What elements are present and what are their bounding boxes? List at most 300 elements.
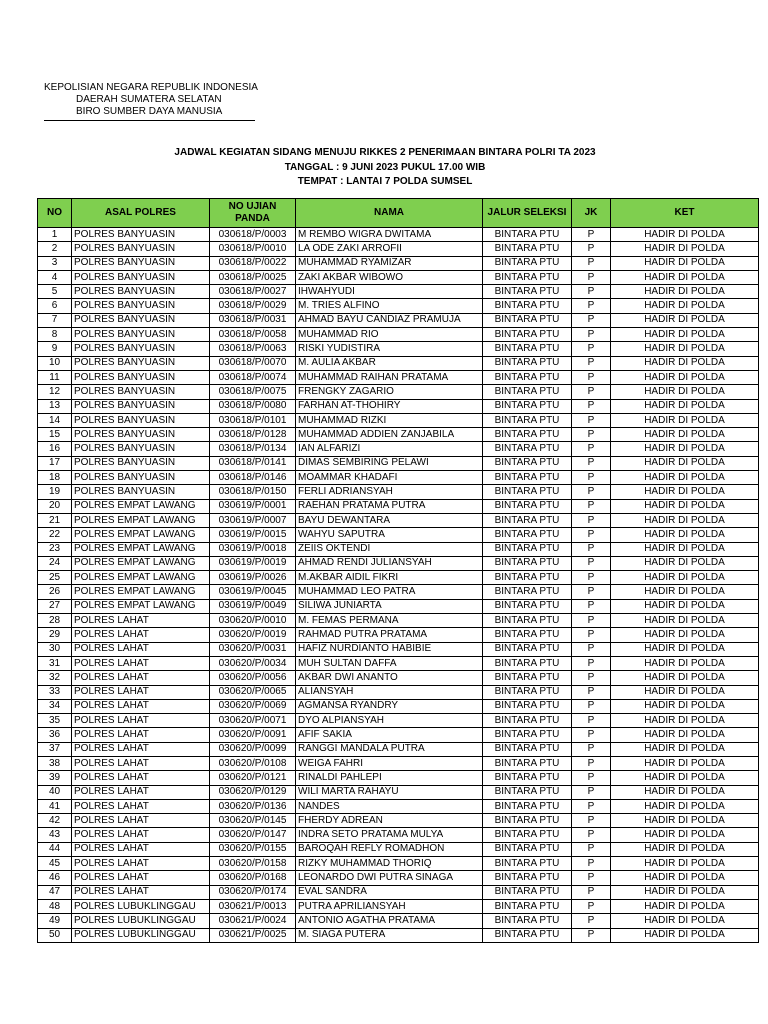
cell-jalur-seleksi: BINTARA PTU [483, 699, 572, 713]
cell-nama: RANGGI MANDALA PUTRA [296, 742, 483, 756]
org-line-region: DAERAH SUMATERA SELATAN [76, 94, 222, 105]
cell-ket: HADIR DI POLDA [611, 899, 759, 913]
cell-jalur-seleksi: BINTARA PTU [483, 471, 572, 485]
cell-ket: HADIR DI POLDA [611, 385, 759, 399]
cell-asal-polres: POLRES BANYUASIN [72, 456, 210, 470]
table-row [38, 614, 759, 628]
cell-jalur-seleksi: BINTARA PTU [483, 614, 572, 628]
cell-jalur-seleksi: BINTARA PTU [483, 542, 572, 556]
table-row [38, 385, 759, 399]
cell-nama: MUHAMMAD RIO [296, 328, 483, 342]
cell-nama: AGMANSA RYANDRY [296, 699, 483, 713]
cell-no-ujian: 030620/P/0145 [210, 814, 296, 828]
cell-jalur-seleksi: BINTARA PTU [483, 756, 572, 770]
cell-no: 14 [38, 413, 72, 427]
cell-nama: WEIGA FAHRI [296, 756, 483, 770]
cell-no-ujian: 030620/P/0136 [210, 799, 296, 813]
table-row [38, 242, 759, 256]
cell-no: 7 [38, 313, 72, 327]
cell-jalur-seleksi: BINTARA PTU [483, 256, 572, 270]
cell-no: 41 [38, 799, 72, 813]
cell-no-ujian: 030621/P/0024 [210, 914, 296, 928]
cell-no: 8 [38, 328, 72, 342]
cell-ket: HADIR DI POLDA [611, 785, 759, 799]
table-row [38, 413, 759, 427]
cell-ket: HADIR DI POLDA [611, 571, 759, 585]
table-row [38, 742, 759, 756]
cell-no: 46 [38, 871, 72, 885]
table-row [38, 699, 759, 713]
cell-jk: P [572, 857, 611, 871]
cell-no-ujian: 030618/P/0029 [210, 299, 296, 313]
cell-no: 2 [38, 242, 72, 256]
cell-ket: HADIR DI POLDA [611, 814, 759, 828]
cell-jk: P [572, 471, 611, 485]
cell-ket: HADIR DI POLDA [611, 485, 759, 499]
cell-nama: BAYU DEWANTARA [296, 513, 483, 527]
cell-jk: P [572, 799, 611, 813]
cell-jk: P [572, 785, 611, 799]
cell-jalur-seleksi: BINTARA PTU [483, 714, 572, 728]
cell-asal-polres: POLRES BANYUASIN [72, 242, 210, 256]
cell-nama: WAHYU SAPUTRA [296, 528, 483, 542]
cell-nama: RIZKY MUHAMMAD THORIQ [296, 857, 483, 871]
cell-no: 39 [38, 771, 72, 785]
header-jalur-seleksi: JALUR SELEKSI [483, 199, 572, 228]
cell-no: 20 [38, 499, 72, 513]
cell-asal-polres: POLRES BANYUASIN [72, 442, 210, 456]
cell-ket: HADIR DI POLDA [611, 828, 759, 842]
cell-jalur-seleksi: BINTARA PTU [483, 828, 572, 842]
table-row [38, 728, 759, 742]
cell-ket: HADIR DI POLDA [611, 871, 759, 885]
cell-nama: MUHAMMAD RIZKI [296, 413, 483, 427]
table-row [38, 756, 759, 770]
cell-jalur-seleksi: BINTARA PTU [483, 928, 572, 942]
table-row [38, 842, 759, 856]
cell-no: 26 [38, 585, 72, 599]
cell-ket: HADIR DI POLDA [611, 742, 759, 756]
cell-ket: HADIR DI POLDA [611, 799, 759, 813]
org-header [44, 82, 256, 118]
cell-no-ujian: 030619/P/0015 [210, 528, 296, 542]
table-row [38, 528, 759, 542]
cell-nama: DYO ALPIANSYAH [296, 714, 483, 728]
cell-nama: AKBAR DWI ANANTO [296, 671, 483, 685]
cell-jk: P [572, 671, 611, 685]
cell-nama: RAEHAN PRATAMA PUTRA [296, 499, 483, 513]
table-row [38, 828, 759, 842]
header-ket: KET [611, 199, 759, 228]
cell-asal-polres: POLRES BANYUASIN [72, 342, 210, 356]
cell-no-ujian: 030621/P/0025 [210, 928, 296, 942]
document-place: TEMPAT : LANTAI 7 POLDA SUMSEL [297, 176, 473, 187]
cell-jalur-seleksi: BINTARA PTU [483, 385, 572, 399]
header-underline [44, 120, 255, 121]
cell-asal-polres: POLRES LAHAT [72, 642, 210, 656]
cell-nama: WILI MARTA RAHAYU [296, 785, 483, 799]
cell-jk: P [572, 270, 611, 284]
cell-jk: P [572, 756, 611, 770]
cell-no-ujian: 030618/P/0070 [210, 356, 296, 370]
cell-jalur-seleksi: BINTARA PTU [483, 857, 572, 871]
table-body [38, 228, 759, 943]
cell-no-ujian: 030620/P/0031 [210, 642, 296, 656]
cell-nama: LEONARDO DWI PUTRA SINAGA [296, 871, 483, 885]
cell-asal-polres: POLRES EMPAT LAWANG [72, 542, 210, 556]
cell-no-ujian: 030620/P/0034 [210, 656, 296, 670]
cell-ket: HADIR DI POLDA [611, 599, 759, 613]
cell-jk: P [572, 356, 611, 370]
cell-nama: M. FEMAS PERMANA [296, 614, 483, 628]
cell-asal-polres: POLRES EMPAT LAWANG [72, 513, 210, 527]
cell-asal-polres: POLRES LAHAT [72, 885, 210, 899]
cell-no: 27 [38, 599, 72, 613]
cell-jalur-seleksi: BINTARA PTU [483, 399, 572, 413]
cell-jk: P [572, 413, 611, 427]
org-line-police: KEPOLISIAN NEGARA REPUBLIK INDONESIA [44, 82, 258, 93]
cell-nama: M.AKBAR AIDIL FIKRI [296, 571, 483, 585]
cell-asal-polres: POLRES LAHAT [72, 742, 210, 756]
cell-jk: P [572, 685, 611, 699]
cell-nama: M. AULIA AKBAR [296, 356, 483, 370]
cell-nama: M. TRIES ALFINO [296, 299, 483, 313]
table-row [38, 899, 759, 913]
cell-jk: P [572, 542, 611, 556]
cell-jalur-seleksi: BINTARA PTU [483, 914, 572, 928]
cell-nama: BAROQAH REFLY ROMADHON [296, 842, 483, 856]
cell-no-ujian: 030618/P/0025 [210, 270, 296, 284]
cell-jk: P [572, 828, 611, 842]
table-row [38, 714, 759, 728]
table-row [38, 914, 759, 928]
cell-jalur-seleksi: BINTARA PTU [483, 228, 572, 242]
cell-no-ujian: 030618/P/0128 [210, 428, 296, 442]
cell-jk: P [572, 328, 611, 342]
cell-jk: P [572, 428, 611, 442]
table-row [38, 399, 759, 413]
cell-no: 24 [38, 556, 72, 570]
cell-nama: MOAMMAR KHADAFI [296, 471, 483, 485]
cell-ket: HADIR DI POLDA [611, 642, 759, 656]
cell-asal-polres: POLRES EMPAT LAWANG [72, 499, 210, 513]
cell-jalur-seleksi: BINTARA PTU [483, 528, 572, 542]
cell-jk: P [572, 399, 611, 413]
cell-asal-polres: POLRES EMPAT LAWANG [72, 599, 210, 613]
cell-jalur-seleksi: BINTARA PTU [483, 428, 572, 442]
cell-jk: P [572, 842, 611, 856]
document-title-block [0, 146, 768, 190]
cell-no: 5 [38, 285, 72, 299]
cell-asal-polres: POLRES LAHAT [72, 785, 210, 799]
table-row [38, 342, 759, 356]
cell-no: 37 [38, 742, 72, 756]
table-header-row [38, 199, 759, 228]
cell-jalur-seleksi: BINTARA PTU [483, 285, 572, 299]
cell-ket: HADIR DI POLDA [611, 771, 759, 785]
cell-nama: PUTRA APRILIANSYAH [296, 899, 483, 913]
cell-jalur-seleksi: BINTARA PTU [483, 585, 572, 599]
cell-jk: P [572, 342, 611, 356]
table-row [38, 356, 759, 370]
cell-jalur-seleksi: BINTARA PTU [483, 785, 572, 799]
table-row [38, 785, 759, 799]
cell-nama: MUHAMMAD RYAMIZAR [296, 256, 483, 270]
cell-no: 25 [38, 571, 72, 585]
cell-asal-polres: POLRES LAHAT [72, 685, 210, 699]
cell-jalur-seleksi: BINTARA PTU [483, 899, 572, 913]
cell-nama: MUHAMMAD LEO PATRA [296, 585, 483, 599]
table-row [38, 542, 759, 556]
table-row [38, 285, 759, 299]
cell-jk: P [572, 513, 611, 527]
cell-no: 16 [38, 442, 72, 456]
cell-jalur-seleksi: BINTARA PTU [483, 799, 572, 813]
table-row [38, 599, 759, 613]
cell-ket: HADIR DI POLDA [611, 456, 759, 470]
table-row [38, 228, 759, 242]
cell-jalur-seleksi: BINTARA PTU [483, 413, 572, 427]
table-row [38, 556, 759, 570]
cell-asal-polres: POLRES EMPAT LAWANG [72, 585, 210, 599]
cell-no: 21 [38, 513, 72, 527]
cell-jk: P [572, 285, 611, 299]
cell-no: 1 [38, 228, 72, 242]
cell-jk: P [572, 456, 611, 470]
cell-ket: HADIR DI POLDA [611, 442, 759, 456]
cell-ket: HADIR DI POLDA [611, 270, 759, 284]
cell-nama: MUH SULTAN DAFFA [296, 656, 483, 670]
cell-no: 17 [38, 456, 72, 470]
cell-asal-polres: POLRES LAHAT [72, 857, 210, 871]
cell-jalur-seleksi: BINTARA PTU [483, 771, 572, 785]
cell-no-ujian: 030618/P/0150 [210, 485, 296, 499]
table-row [38, 513, 759, 527]
cell-asal-polres: POLRES BANYUASIN [72, 485, 210, 499]
cell-ket: HADIR DI POLDA [611, 299, 759, 313]
cell-jalur-seleksi: BINTARA PTU [483, 556, 572, 570]
cell-no: 31 [38, 656, 72, 670]
cell-jalur-seleksi: BINTARA PTU [483, 499, 572, 513]
table-row [38, 442, 759, 456]
cell-asal-polres: POLRES LAHAT [72, 771, 210, 785]
table-row [38, 456, 759, 470]
cell-no-ujian: 030620/P/0155 [210, 842, 296, 856]
cell-jk: P [572, 614, 611, 628]
cell-no-ujian: 030618/P/0031 [210, 313, 296, 327]
cell-no: 13 [38, 399, 72, 413]
cell-jk: P [572, 714, 611, 728]
cell-ket: HADIR DI POLDA [611, 370, 759, 384]
cell-no-ujian: 030620/P/0056 [210, 671, 296, 685]
cell-ket: HADIR DI POLDA [611, 428, 759, 442]
cell-no-ujian: 030618/P/0101 [210, 413, 296, 427]
cell-no-ujian: 030618/P/0074 [210, 370, 296, 384]
header-asal-polres: ASAL POLRES [72, 199, 210, 228]
cell-jk: P [572, 728, 611, 742]
cell-no-ujian: 030618/P/0075 [210, 385, 296, 399]
cell-no: 11 [38, 370, 72, 384]
cell-no: 29 [38, 628, 72, 642]
cell-asal-polres: POLRES BANYUASIN [72, 228, 210, 242]
cell-no: 42 [38, 814, 72, 828]
table-row [38, 685, 759, 699]
cell-ket: HADIR DI POLDA [611, 628, 759, 642]
cell-nama: RISKI YUDISTIRA [296, 342, 483, 356]
cell-jk: P [572, 385, 611, 399]
cell-jalur-seleksi: BINTARA PTU [483, 642, 572, 656]
header-no: NO [38, 199, 72, 228]
cell-jk: P [572, 556, 611, 570]
cell-jk: P [572, 313, 611, 327]
cell-asal-polres: POLRES LAHAT [72, 842, 210, 856]
table-row [38, 313, 759, 327]
cell-jalur-seleksi: BINTARA PTU [483, 885, 572, 899]
cell-asal-polres: POLRES LUBUKLINGGAU [72, 928, 210, 942]
cell-ket: HADIR DI POLDA [611, 756, 759, 770]
table-row [38, 256, 759, 270]
cell-nama: SILIWA JUNIARTA [296, 599, 483, 613]
cell-ket: HADIR DI POLDA [611, 656, 759, 670]
cell-asal-polres: POLRES BANYUASIN [72, 428, 210, 442]
header-no-ujian: NO UJIAN PANDA [210, 199, 296, 228]
cell-no-ujian: 030618/P/0146 [210, 471, 296, 485]
cell-no-ujian: 030619/P/0045 [210, 585, 296, 599]
cell-ket: HADIR DI POLDA [611, 313, 759, 327]
cell-no-ujian: 030618/P/0058 [210, 328, 296, 342]
cell-ket: HADIR DI POLDA [611, 685, 759, 699]
cell-asal-polres: POLRES LAHAT [72, 871, 210, 885]
cell-jalur-seleksi: BINTARA PTU [483, 270, 572, 284]
table-row [38, 628, 759, 642]
org-line-bureau: BIRO SUMBER DAYA MANUSIA [76, 106, 223, 117]
cell-jk: P [572, 899, 611, 913]
cell-jk: P [572, 528, 611, 542]
cell-asal-polres: POLRES EMPAT LAWANG [72, 528, 210, 542]
table-row [38, 471, 759, 485]
cell-jalur-seleksi: BINTARA PTU [483, 313, 572, 327]
cell-asal-polres: POLRES LAHAT [72, 814, 210, 828]
cell-no-ujian: 030619/P/0007 [210, 513, 296, 527]
cell-ket: HADIR DI POLDA [611, 928, 759, 942]
cell-no-ujian: 030620/P/0010 [210, 614, 296, 628]
cell-no-ujian: 030618/P/0010 [210, 242, 296, 256]
cell-no: 44 [38, 842, 72, 856]
cell-no-ujian: 030619/P/0019 [210, 556, 296, 570]
cell-no-ujian: 030620/P/0019 [210, 628, 296, 642]
cell-ket: HADIR DI POLDA [611, 342, 759, 356]
cell-no: 45 [38, 857, 72, 871]
cell-no-ujian: 030620/P/0071 [210, 714, 296, 728]
cell-no: 43 [38, 828, 72, 842]
cell-nama: ZEIIS OKTENDI [296, 542, 483, 556]
cell-ket: HADIR DI POLDA [611, 556, 759, 570]
table-row [38, 656, 759, 670]
cell-no-ujian: 030618/P/0027 [210, 285, 296, 299]
table-row [38, 671, 759, 685]
cell-nama: AHMAD RENDI JULIANSYAH [296, 556, 483, 570]
cell-jalur-seleksi: BINTARA PTU [483, 456, 572, 470]
cell-nama: NANDES [296, 799, 483, 813]
cell-ket: HADIR DI POLDA [611, 356, 759, 370]
cell-ket: HADIR DI POLDA [611, 671, 759, 685]
cell-no: 30 [38, 642, 72, 656]
cell-no: 34 [38, 699, 72, 713]
table-row [38, 885, 759, 899]
cell-no: 38 [38, 756, 72, 770]
cell-no: 50 [38, 928, 72, 942]
cell-no: 47 [38, 885, 72, 899]
cell-jalur-seleksi: BINTARA PTU [483, 871, 572, 885]
cell-no: 22 [38, 528, 72, 542]
cell-no-ujian: 030620/P/0174 [210, 885, 296, 899]
cell-jalur-seleksi: BINTARA PTU [483, 356, 572, 370]
cell-no: 48 [38, 899, 72, 913]
cell-ket: HADIR DI POLDA [611, 585, 759, 599]
cell-jk: P [572, 885, 611, 899]
table-row [38, 499, 759, 513]
cell-asal-polres: POLRES BANYUASIN [72, 256, 210, 270]
cell-ket: HADIR DI POLDA [611, 842, 759, 856]
cell-ket: HADIR DI POLDA [611, 285, 759, 299]
cell-no-ujian: 030620/P/0108 [210, 756, 296, 770]
table-row [38, 814, 759, 828]
cell-jk: P [572, 585, 611, 599]
table-row [38, 771, 759, 785]
cell-jalur-seleksi: BINTARA PTU [483, 814, 572, 828]
cell-jalur-seleksi: BINTARA PTU [483, 728, 572, 742]
table-row [38, 328, 759, 342]
cell-no-ujian: 030619/P/0018 [210, 542, 296, 556]
cell-ket: HADIR DI POLDA [611, 228, 759, 242]
cell-nama: MUHAMMAD RAIHAN PRATAMA [296, 370, 483, 384]
cell-no-ujian: 030618/P/0134 [210, 442, 296, 456]
cell-asal-polres: POLRES BANYUASIN [72, 270, 210, 284]
cell-jalur-seleksi: BINTARA PTU [483, 242, 572, 256]
cell-asal-polres: POLRES LAHAT [72, 699, 210, 713]
table-row [38, 871, 759, 885]
cell-asal-polres: POLRES EMPAT LAWANG [72, 556, 210, 570]
cell-no-ujian: 030620/P/0158 [210, 857, 296, 871]
cell-no: 9 [38, 342, 72, 356]
cell-ket: HADIR DI POLDA [611, 399, 759, 413]
cell-jk: P [572, 599, 611, 613]
cell-no: 35 [38, 714, 72, 728]
cell-asal-polres: POLRES EMPAT LAWANG [72, 571, 210, 585]
cell-jk: P [572, 628, 611, 642]
cell-nama: DIMAS SEMBIRING PELAWI [296, 456, 483, 470]
cell-nama: EVAL SANDRA [296, 885, 483, 899]
cell-jalur-seleksi: BINTARA PTU [483, 742, 572, 756]
cell-no: 4 [38, 270, 72, 284]
cell-jk: P [572, 642, 611, 656]
cell-no-ujian: 030620/P/0147 [210, 828, 296, 842]
cell-no: 40 [38, 785, 72, 799]
table-row [38, 270, 759, 284]
cell-nama: AHMAD BAYU CANDIAZ PRAMUJA [296, 313, 483, 327]
cell-no-ujian: 030618/P/0141 [210, 456, 296, 470]
cell-no-ujian: 030620/P/0069 [210, 699, 296, 713]
cell-jalur-seleksi: BINTARA PTU [483, 342, 572, 356]
table-row [38, 299, 759, 313]
cell-ket: HADIR DI POLDA [611, 499, 759, 513]
cell-asal-polres: POLRES LAHAT [72, 828, 210, 842]
cell-ket: HADIR DI POLDA [611, 699, 759, 713]
cell-ket: HADIR DI POLDA [611, 328, 759, 342]
cell-ket: HADIR DI POLDA [611, 413, 759, 427]
cell-no-ujian: 030618/P/0003 [210, 228, 296, 242]
cell-jk: P [572, 242, 611, 256]
